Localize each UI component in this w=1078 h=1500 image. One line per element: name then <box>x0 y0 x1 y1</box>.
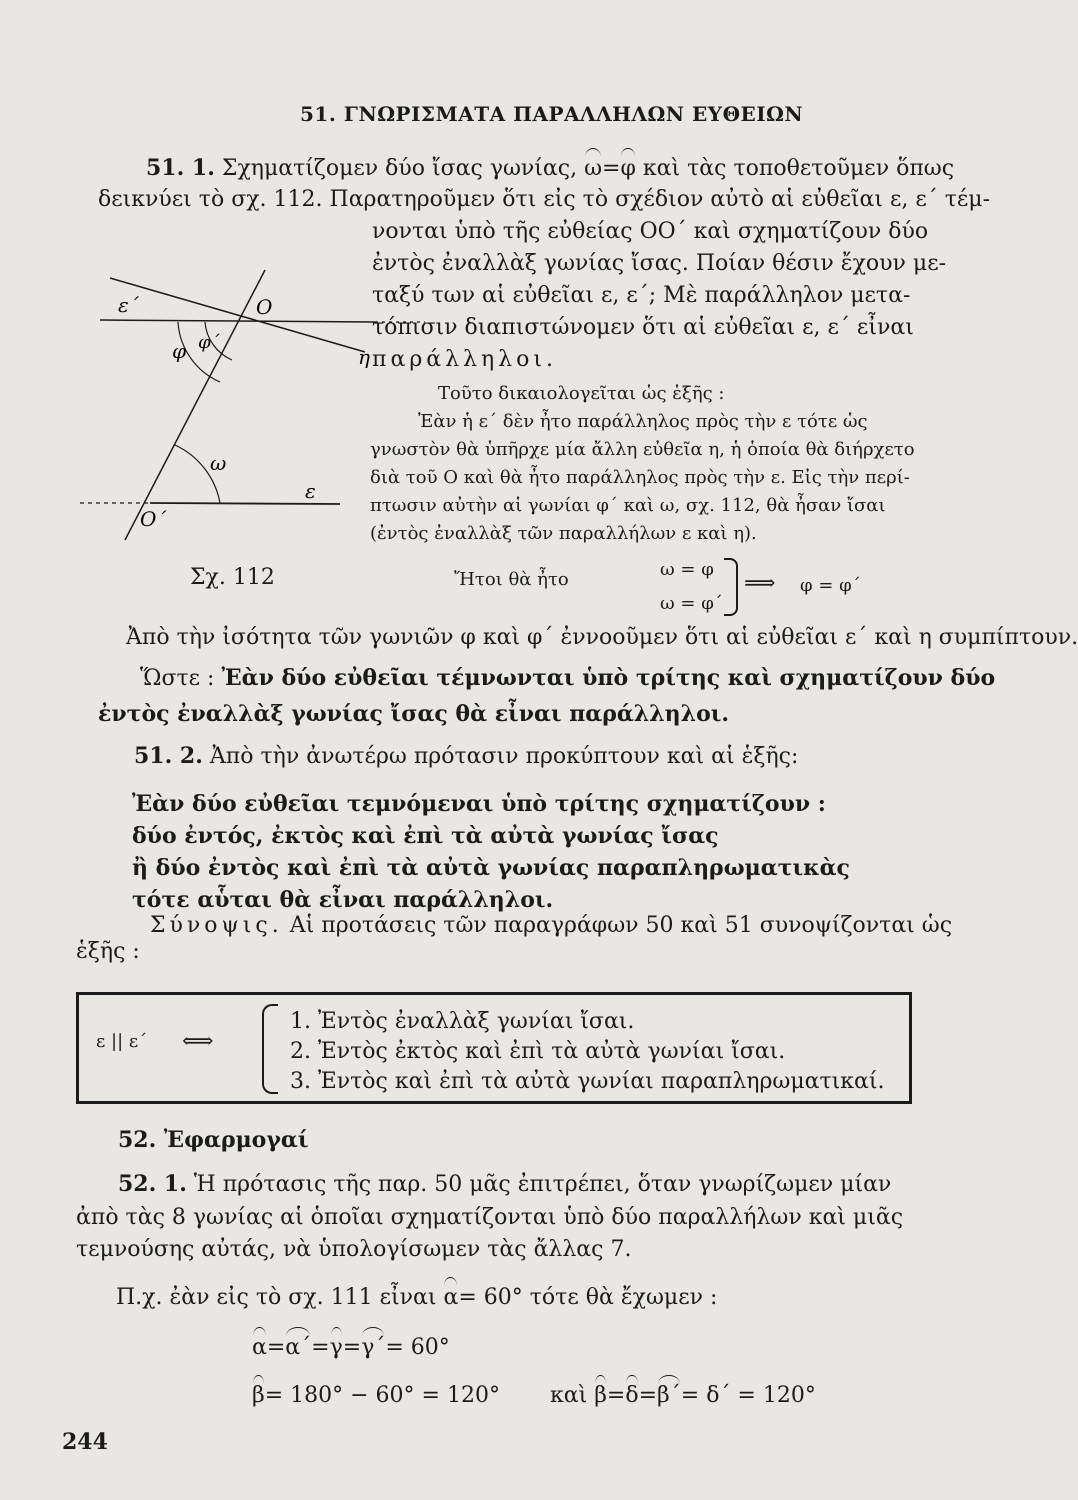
line-eps <box>150 503 340 504</box>
synopsis-line-1: Σύνοψις. Αἱ προτάσεις τῶν παραγράφων 50 καὶ 51 συνοψίζονται ὡς <box>150 913 953 938</box>
justify-line-6: (ἐντὸς ἐναλλὰξ τῶν παραλλήλων ε καὶ η). <box>370 523 757 544</box>
label-O-prime: O΄ <box>140 507 167 531</box>
equation-1: α=α΄=γ=γ΄= 60° <box>252 1335 450 1360</box>
para-51-1-line-3: νονται ὑπὸ τῆς εὐθείας ΟΟ΄ καὶ σχηματίζουν δύο <box>372 219 929 244</box>
angle-omega: ω <box>584 156 603 181</box>
label-O: O <box>256 295 273 319</box>
line-eta <box>110 278 365 352</box>
justify-line-5: πτωσιν αὐτὴν αἱ γωνίαι φ΄ καὶ ω, σχ. 112, θὰ ἦσαν ἴσαι <box>370 495 886 516</box>
summary-brace <box>262 1004 278 1094</box>
para-52-1-line-1: 52. 1. Ἡ πρότασις τῆς παρ. 50 μᾶς ἐπιτρέπει, ὅταν γνωρίζωμεν μίαν <box>118 1171 892 1197</box>
justify-line-2: Ἐὰν ἡ ε΄ δὲν ἦτο παράλληλος πρὸς τὴν ε τότε ὡς <box>418 411 868 432</box>
justify-line-3: γνωστὸν θὰ ὑπῆρχε μία ἄλλη εὐθεῖα η, ἡ ὁποία θὰ διήρχετο <box>370 439 915 460</box>
eq-brace <box>724 558 738 616</box>
htoi-label: Ἤτοι θὰ ἦτο <box>454 569 569 590</box>
section-52-heading: 52. Ἐφαρμογαί <box>118 1127 309 1153</box>
label-eps-prime: ε΄ <box>118 293 139 317</box>
label-eps: ε <box>305 479 316 503</box>
label-omega: ω <box>210 451 227 475</box>
para-51-1-line-4: ἐντὸς ἐναλλὰξ γωνίας ἴσας. Ποίαν θέσιν ἔχουν με- <box>372 251 947 276</box>
summary-equiv-arrow: ⟺ <box>182 1029 214 1054</box>
justify-line-4: διὰ τοῦ Ο καὶ θὰ ἦτο παράλληλος πρὸς τὴν ε. Εἰς τὴν περί- <box>370 467 910 488</box>
conclusion-line-1: Ὥστε : Ἐὰν δύο εὐθεῖαι τέμνωνται ὑπὸ τρίτης καὶ σχηματίζουν δύο <box>140 665 996 691</box>
para-52-1-line-2: ἀπὸ τὰς 8 γωνίας αἱ ὁποῖαι σχηματίζονται ὑπὸ δύο παραλλήλων καὶ μιᾶς <box>76 1205 904 1230</box>
justify-line-1: Τοῦτο δικαιολογεῖται ὡς ἑξῆς : <box>438 383 725 404</box>
synopsis-line-2: ἑξῆς : <box>76 939 140 964</box>
summary-item-2: 2. Ἐντὸς ἐκτὸς καὶ ἐπὶ τὰ αὐτὰ γωνίαι ἴσαι. <box>290 1039 786 1064</box>
summary-parallel: ε || ε΄ <box>96 1031 148 1052</box>
para-51-1-line-1: 51. 1. Σχηματίζομεν δύο ἴσας γωνίας, ω=φ καὶ τὰς τοποθετοῦμεν ὅπως <box>146 155 955 181</box>
conclusion-line-2: ἐντὸς ἐναλλὰξ γωνίας ἴσας θὰ εἶναι παράλληλοι. <box>98 701 730 727</box>
section-title: 51. ΓΝΩΡΙΣΜΑΤΑ ΠΑΡΑΛΛΗΛΩΝ ΕΥΘΕΙΩΝ <box>300 102 804 126</box>
after-line-1: Ἀπὸ τὴν ἰσότητα τῶν γωνιῶν φ καὶ φ΄ ἐννοοῦμεν ὅτι αἱ εὐθεῖαι ε΄ καὶ η συμπίπτουν. <box>126 625 1078 650</box>
eq-top: ω = φ <box>660 559 714 580</box>
page-number: 244 <box>62 1429 108 1455</box>
theorem-line-2: δύο ἐντός, ἐκτὸς καὶ ἐπὶ τὰ αὐτὰ γωνίας ἴσας <box>132 823 719 849</box>
para-num: 51. 1. <box>146 155 215 181</box>
line-transversal <box>125 270 265 540</box>
equation-2: β= 180° − 60° = 120° καὶ β=δ=β΄= δ΄ = 120° <box>252 1383 816 1408</box>
summary-item-3: 3. Ἐντὸς καὶ ἐπὶ τὰ αὐτὰ γωνίαι παραπληρωματικαί. <box>290 1069 885 1094</box>
angle-alpha: α <box>443 1285 459 1310</box>
example-line: Π.χ. ἐὰν εἰς τὸ σχ. 111 εἶναι α= 60° τότε θὰ ἔχωμεν : <box>116 1285 718 1310</box>
para-51-1-line-7: παράλληλοι. <box>372 347 557 372</box>
para-52-1-line-3: τεμνούσης αὐτάς, νὰ ὑπολογίσωμεν τὰς ἄλλας 7. <box>76 1237 632 1262</box>
para-51-2-line-1: 51. 2. Ἀπὸ τὴν ἀνωτέρω πρότασιν προκύπτουν καὶ αἱ ἑξῆς: <box>134 743 799 769</box>
theorem-line-3: ἢ δύο ἐντὸς καὶ ἐπὶ τὰ αὐτὰ γωνίας παραπληρωματικὰς <box>132 855 850 881</box>
label-phi-prime: φ΄ <box>198 332 220 353</box>
angle-phi: φ <box>620 156 636 181</box>
label-eta: η <box>358 345 370 369</box>
theorem-line-4: τότε αὗται θὰ εἶναι παράλληλοι. <box>132 887 554 913</box>
summary-item-1: 1. Ἐντὸς ἐναλλὰξ γωνίαι ἴσαι. <box>290 1009 635 1034</box>
figure-caption: Σχ. 112 <box>190 565 275 590</box>
label-phi: φ <box>172 339 187 363</box>
implies-arrow: ⟹ <box>744 571 776 596</box>
theorem-line-1: Ἐὰν δύο εὐθεῖαι τεμνόμεναι ὑπὸ τρίτης σχηματίζουν : <box>132 791 826 817</box>
para-51-1-line-6: τόπισιν διαπιστώνομεν ὅτι αἱ εὐθεῖαι ε, ε΄ εἶναι <box>372 315 914 340</box>
eq-result: φ = φ΄ <box>800 575 861 596</box>
eq-bottom: ω = φ΄ <box>660 593 723 614</box>
para-51-1-line-2: δεικνύει τὸ σχ. 112. Παρατηροῦμεν ὅτι εἰς τὸ σχέδιον αὐτὸ αἱ εὐθεῖαι ε, ε΄ τέμ- <box>98 187 991 212</box>
para-51-1-line-5: ταξύ των αἱ εὐθεῖαι ε, ε΄; Μὲ παράλληλον μετα- <box>372 283 911 308</box>
